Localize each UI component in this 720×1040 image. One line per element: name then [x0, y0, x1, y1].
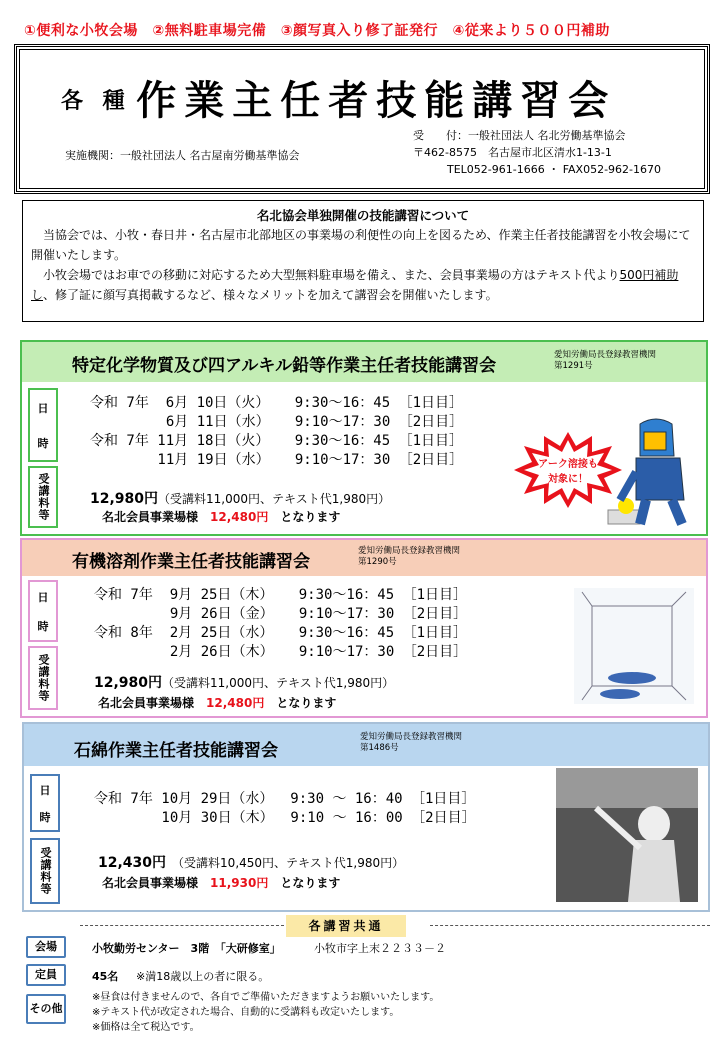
venue: 小牧勤労センター 3階 「大研修室」	[92, 942, 281, 955]
header-box	[14, 44, 710, 194]
fee-label: 受講料等	[28, 646, 58, 710]
callout-text: アーク溶接も	[538, 459, 598, 470]
course-title: 石綿作業主任者技能講習会	[74, 741, 278, 761]
fee: 12,980円（受講料11,000円、テキスト代1,980円）	[90, 491, 391, 507]
member-price: 名北会員事業場様 11,930円 となります	[102, 876, 341, 890]
member-price: 名北会員事業場様 12,480円 となります	[102, 510, 341, 524]
page-title: 各 種 作業主任者技能講習会	[61, 77, 617, 124]
intro-paragraph-1: 当協会では、小牧・春日井・名古屋市北部地区の事業場の利便性の向上を図るため、作業主任者技能講習を小牧会場にて開催いたします。	[31, 228, 691, 262]
intro-paragraph-2: 小牧会場ではお車での移動に対応するため大型無料駐車場を備え、また、会員事業場の方はテキスト代より500円補助し、修了証に顔写真掲載するなど、様々なメリットを加えて講習会を開催いたします。	[31, 268, 679, 302]
other-notes: ※昼食は付きませんので、各自でご準備いただきますようお願いいたします。 ※テキスト代が改定された場合、自動的に受講料も改定いたします。 ※価格は全て税込です。	[92, 992, 440, 1033]
course-title: 有機溶剤作業主任者技能講習会	[72, 552, 310, 572]
registration: 愛知労働局長登録教習機関 第1291号	[554, 350, 657, 371]
intro-box	[22, 200, 704, 322]
fee: 12,430円 （受講料10,450円、テキスト代1,980円）	[98, 855, 405, 871]
confined-space-icon	[572, 586, 696, 706]
date-label: 日 時	[28, 388, 58, 462]
fee-label: 受講料等	[28, 466, 58, 528]
organizer: 実施機関：一般社団法人 名古屋南労働基準協会	[65, 149, 300, 162]
capacity: 45名	[92, 970, 119, 983]
fee-label: 受講料等	[30, 838, 60, 904]
reception-info: 受 付：一般社団法人 名北労働基準協会 〒462-8575 名古屋市北区清水1-13-1 TEL052-961-1666 ・ FAX052-962-1670	[413, 129, 662, 176]
capacity-note: ※満18歳以上の者に限る。	[136, 970, 270, 983]
registration: 愛知労働局長登録教習機関 第1486号	[360, 732, 463, 753]
svg-text:対象に！: 対象に！	[548, 474, 588, 485]
capacity-tag: 定員	[26, 964, 66, 986]
fee: 12,980円（受講料11,000円、テキスト代1,980円）	[94, 675, 395, 691]
schedule: 令和 7年 9月 25日（木） 9:30～16：45 ［1日目］ 9月 26日（金） 9:10～17：30 ［2日目］ 令和 8年 2月 25日（水） 9:30～16：45 ［1日目］ 2月 26日（木） 9:10～17：30 ［2日目］	[94, 587, 468, 660]
date-label: 日 時	[28, 580, 58, 642]
schedule: 令和 7年 6月 10日（火） 9:30～16：45 ［1日目］ 6月 11日（水） 9:10～17：30 ［2日目］ 令和 7年 11月 18日（火） 9:30～16：45 ［1日目］ 11月 19日（水） 9:10～17：30 ［2日目］	[90, 395, 464, 468]
venue-address: 小牧市字上末２２３３－２	[314, 942, 446, 955]
registration: 愛知労働局長登録教習機関 第1290号	[358, 546, 461, 567]
welder-icon	[600, 412, 700, 532]
feature-list: ①便利な小牧会場 ②無料駐車場完備 ③顔写真入り修了証発行 ④従来より５００円補助	[24, 23, 610, 39]
member-price: 名北会員事業場様 12,480円 となります	[98, 696, 337, 710]
schedule: 令和 7年 10月 29日（水） 9:30 ～ 16：40 ［1日目］ 10月 30日（木） 9:10 ～ 16：00 ［2日目］	[94, 791, 476, 826]
other-tag: その他	[26, 994, 66, 1024]
date-label: 日 時	[30, 774, 60, 832]
venue-tag: 会場	[26, 936, 66, 958]
asbestos-worker-photo	[556, 768, 698, 902]
common-label: 各講習共通	[286, 915, 406, 937]
intro-heading: 名北協会単独開催の技能講習について	[256, 208, 470, 223]
course-title: 特定化学物質及び四アルキル鉛等作業主任者技能講習会	[72, 356, 497, 376]
